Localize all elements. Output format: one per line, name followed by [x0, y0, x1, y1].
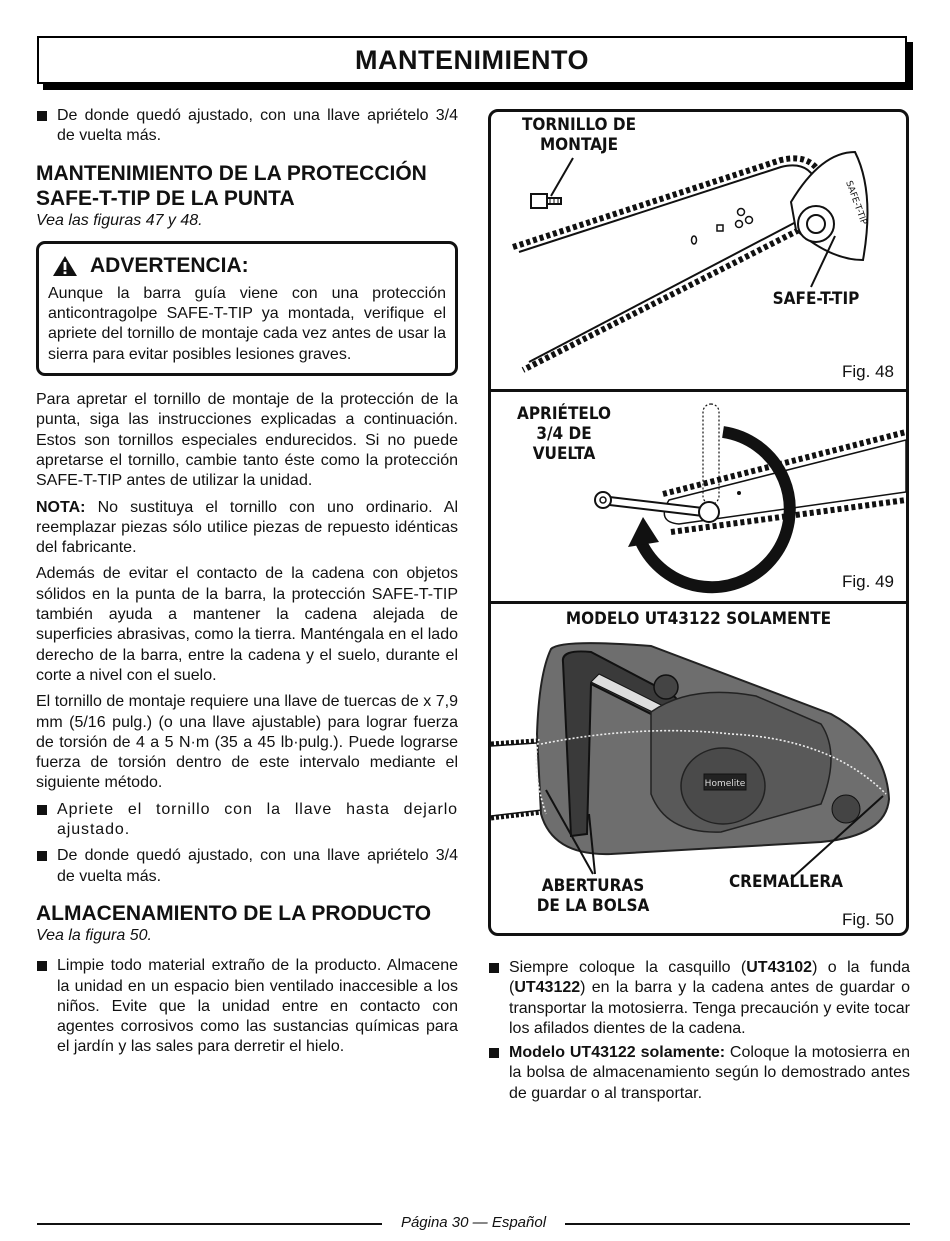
page-footer: [37, 1213, 910, 1233]
figure-50: [491, 604, 906, 936]
screw-label: TORNILLO DE MONTAJE: [521, 115, 637, 155]
section-heading-safe-t-tip: MANTENIMIENTO DE LA PROTECCIÓN SAFE-T-TIP DE LA PUNTA: [36, 161, 427, 210]
note-paragraph: [36, 498, 458, 559]
warning-title: [52, 255, 446, 277]
brand-logo: Homelite: [704, 779, 746, 789]
bag-openings-label: ABERTURAS DE LA BOLSA: [536, 876, 650, 916]
zipper-label: CREMALLERA: [728, 872, 844, 892]
tighten-callout: APRIÉTELO 3/4 DE VUELTA: [517, 404, 611, 464]
figure-50-title: MODELO UT43122 SOLAMENTE: [565, 609, 832, 629]
paragraph: El tornillo de montaje requiere una llave de tuercas de x 7,9 mm (5/16 pulg.) (o una llave ajustable) para lograr fuerza de torsión de 4 a 5 N·m (35 a 45 lb·pulg.). Puede lograrse fuerza de torsión dentro de este intervalo mediante el siguiente método.: [36, 693, 458, 792]
figure-49: [491, 392, 906, 600]
model-number: UT43122: [514, 979, 581, 997]
section-heading-storage: ALMACENAMIENTO DE LA PRODUCTO: [36, 901, 432, 925]
page-header: [37, 36, 907, 84]
text-run: Coloque la motosierra en la bolsa de almacenamiento según lo demostrado antes de guardar o al transportar.: [509, 1044, 910, 1102]
bullet-item: Limpie todo material extraño de la producto. Almacene la unidad en un espacio bien ventilado inaccesible a los niños. Evite que la unidad entre en contacto con agentes corrosivos como las sustancias químicas para el jardín y las sales para derretir el hielo.: [36, 956, 458, 1057]
bullet-item: [488, 1043, 910, 1104]
bullet-item: De donde quedó ajustado, con una llave apriételo 3/4 de vuelta más.: [36, 846, 458, 887]
model-number: UT43102: [746, 959, 813, 976]
bold-run: Modelo UT43122 solamente:: [509, 1044, 726, 1062]
figure-48: [491, 112, 906, 388]
page-title: MANTENIMIENTO: [355, 45, 589, 75]
figure-49-label: Fig. 49: [842, 572, 894, 591]
bullet-item: [488, 958, 910, 1039]
page-number: Página 30 — Español: [400, 1214, 547, 1231]
left-column: [36, 106, 458, 1064]
mounting-screw: [531, 194, 561, 208]
warning-text: Aunque la barra guía viene con una protección anticontragolpe SAFE-T-TIP ya montada, verifique el apriete del tornillo de montaje cada vez antes de usar la sierra para evitar posibles lesiones graves.: [48, 284, 446, 363]
safe-t-tip-label: SAFE-T-TIP: [772, 289, 860, 309]
paragraph: Para apretar el tornillo de montaje de la protección de la punta, siga las instrucciones explicadas a continuación. Estos son tornillos especiales endurecidos. Si no puede apretarse el tornillo, cambie tanto éste como la protección SAFE-T-TIP antes de utilizar la unidad.: [36, 391, 458, 490]
text-run: Siempre coloque la casquillo (: [509, 959, 747, 976]
bullet-item: Apriete el tornillo con la llave hasta dejarlo ajustado.: [36, 800, 458, 841]
warning-title-text: ADVERTENCIA:: [90, 253, 249, 277]
note-label: NOTA:: [36, 498, 86, 516]
text-run: ) o la funda (: [509, 959, 910, 997]
section-subtitle: Vea la figura 50.: [36, 926, 152, 944]
section-subtitle: Vea las figuras 47 y 48.: [36, 211, 203, 229]
bullet-item: De donde quedó ajustado, con una llave apriételo 3/4 de vuelta más.: [36, 106, 458, 147]
warning-box: [36, 241, 458, 376]
warning-triangle-icon: [52, 255, 78, 277]
svg-text:SAFE-T-TIP: SAFE-T-TIP: [843, 179, 869, 227]
figure-48-label: Fig. 48: [842, 362, 894, 381]
figure-50-label: Fig. 50: [842, 910, 894, 929]
paragraph: Además de evitar el contacto de la cadena con objetos sólidos en la punta de la barra, la protección SAFE-T-TIP también ayuda a mantener la cadena alejada de superficies abrasivas, como la tierra. Manténgala en el lado derecho de la barra, entre la cadena y el suelo, durante el corte a nivel con el suelo.: [36, 565, 458, 684]
figures-box: [488, 109, 909, 936]
text-run: ) en la barra y la cadena antes de guardar o transportar la motosierra. Tenga precaución y evite tocar los afilados dientes de la cadena.: [509, 979, 910, 1037]
right-bullets: [488, 958, 910, 1108]
note-text: No sustituya el tornillo con uno ordinario. Al reemplazar piezas sólo utilice piezas de repuesto idénticas del fabricante.: [36, 498, 458, 557]
